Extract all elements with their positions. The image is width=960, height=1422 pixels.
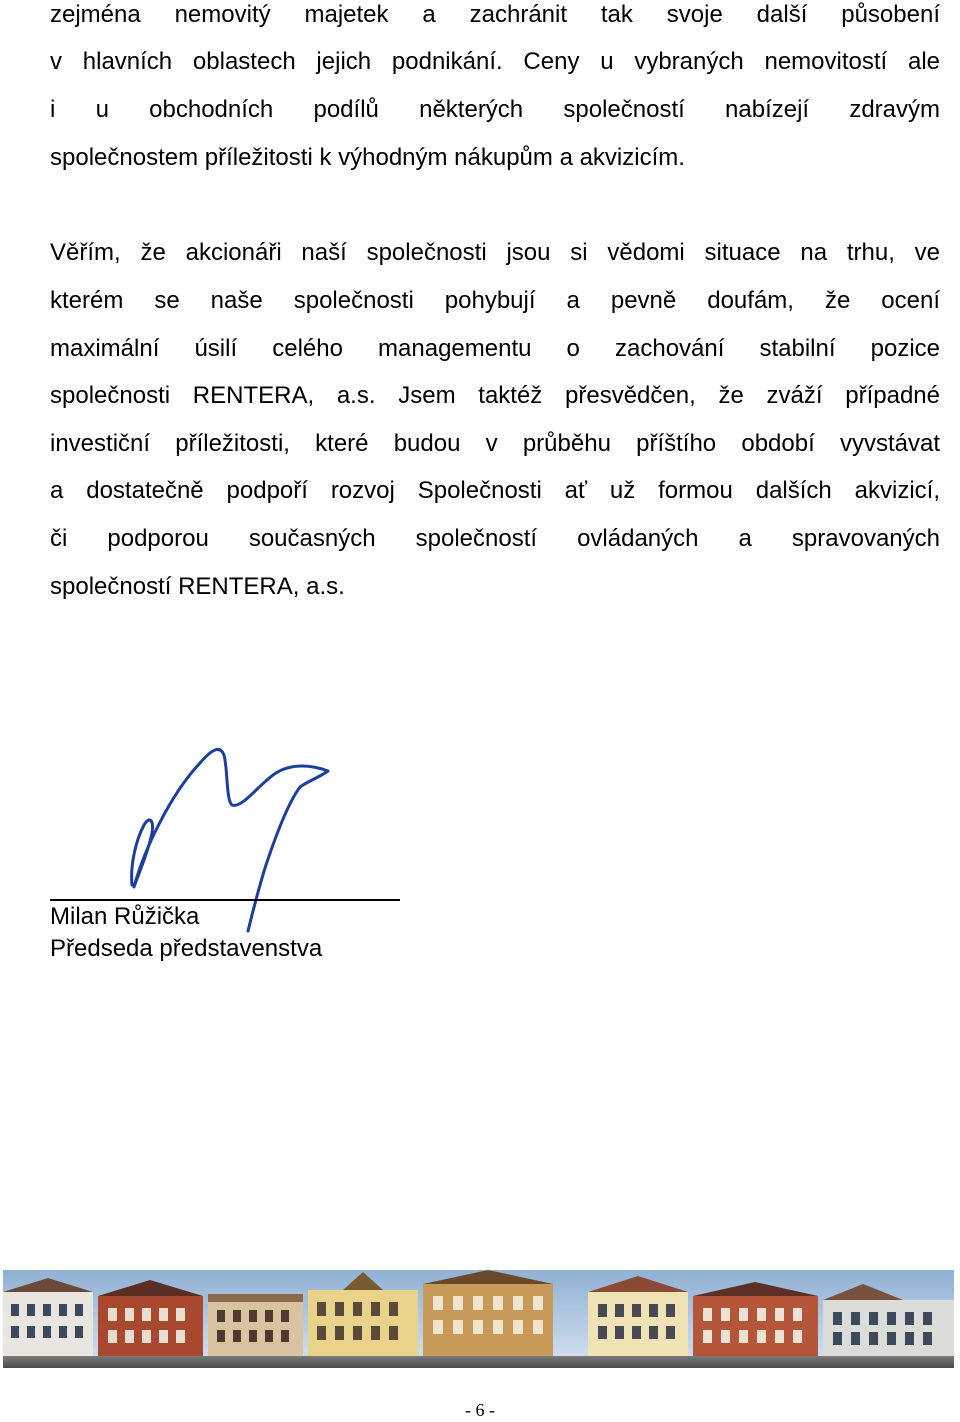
building-5 <box>423 1270 553 1358</box>
paragraph-line: společnostem příležitosti k výhodným nákupům a akvizicím. <box>50 144 685 171</box>
signatory-title: Předseda představenstva <box>50 935 323 962</box>
building-2 <box>98 1280 203 1358</box>
buildings-photo-strip <box>3 1270 954 1368</box>
paragraph-line: investiční příležitosti, které budou v průběhu příštího období vyvstávat <box>50 430 940 457</box>
paragraph-line: či podporou současných společností ovládaných a spravovaných <box>50 525 940 552</box>
page-number: - 6 - <box>465 1400 495 1420</box>
paragraph-line: společnosti RENTERA, a.s. Jsem taktéž přesvědčen, že zváží případné <box>50 382 940 409</box>
building-3 <box>208 1294 303 1358</box>
signature-line <box>50 899 400 901</box>
paragraph-line: i u obchodních podílů některých společností nabízejí zdravým <box>50 96 940 123</box>
paragraph-line: Věřím, že akcionáři naší společnosti jsou si vědomi situace na trhu, ve <box>50 239 940 266</box>
paragraph-line: zejména nemovitý majetek a zachránit tak svoje další působení <box>50 1 940 28</box>
paragraph-line: v hlavních oblastech jejich podnikání. Ceny u vybraných nemovitostí ale <box>50 48 940 75</box>
signatory-name: Milan Růžička <box>50 903 200 930</box>
paragraph-line: kterém se naše společnosti pohybují a pevně doufám, že ocení <box>50 287 940 314</box>
building-7 <box>693 1282 818 1358</box>
paragraph-line: a dostatečně podpoří rozvoj Společnosti ať už formou dalších akvizicí, <box>50 477 940 504</box>
building-6 <box>588 1276 688 1358</box>
building-1 <box>3 1278 93 1358</box>
paragraph-line: společností RENTERA, a.s. <box>50 573 345 600</box>
paragraph-line: maximální úsilí celého managementu o zachování stabilní pozice <box>50 335 940 362</box>
